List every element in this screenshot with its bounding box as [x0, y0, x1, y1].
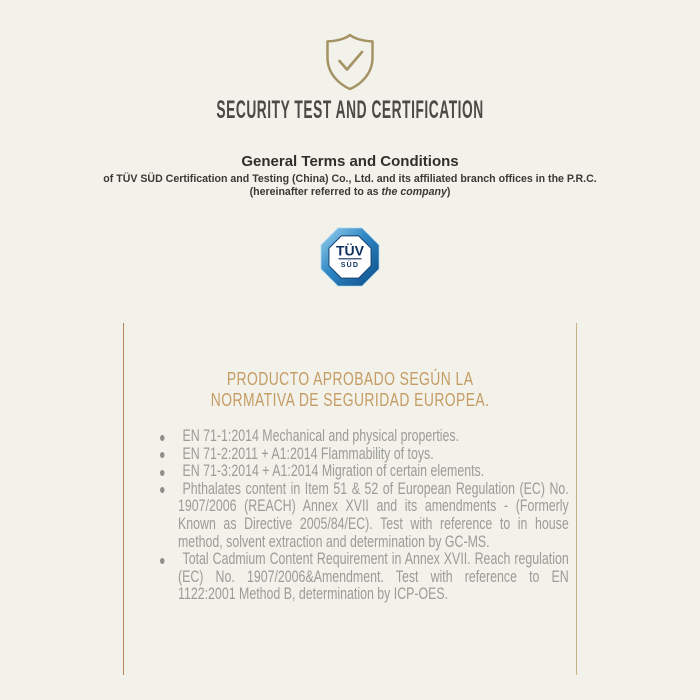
terms-note-suffix: ): [446, 185, 451, 198]
approval-panel: [123, 323, 577, 675]
list-item: Phthalates content in Item 51 & 52 of European Regulation (EC) No. 1907/2006 (REACH) Annex XVII and its amendments - (Formerly Known as Directive 2005/84/EC). Test with reference to in house method, solvent extraction and determination by GC-MS.: [159, 481, 569, 551]
list-item: EN 71-1:2014 Mechanical and physical properties.: [159, 428, 569, 446]
terms-subtitle: of TÜV SÜD Certification and Testing (China) Co., Ltd. and its affiliated branch offices in the P.R.C.: [103, 173, 597, 185]
list-item: EN 71-2:2011 + A1:2014 Flammability of toys.: [159, 446, 569, 464]
list-item: Total Cadmium Content Requirement in Annex XVII. Reach regulation (EC) No. 1907/2006&Amendment. Test with reference to EN 1122:2001 Method B, determination by ICP-OES.: [159, 551, 569, 604]
tuv-sud-logo: [318, 225, 382, 294]
approval-heading-line1: PRODUCTO APROBADO SEGÚN LA: [226, 368, 474, 389]
approval-heading-line2: NORMATIVA DE SEGURIDAD EUROPEA.: [210, 389, 490, 410]
terms-note: [0, 186, 700, 199]
terms-note-italic: the company: [381, 185, 447, 198]
logo-text-sud: SÜD: [340, 262, 360, 269]
page-title: SECURITY TEST AND CERTIFICATION: [216, 96, 484, 124]
shield-check-icon: [319, 31, 381, 96]
standards-list: [124, 428, 576, 604]
terms-heading: General Terms and Conditions: [241, 153, 459, 170]
terms-section: [0, 153, 700, 198]
list-item: EN 71-3:2014 + A1:2014 Migration of certain elements.: [159, 463, 569, 481]
approval-heading: [124, 368, 576, 410]
logo-text-tuv: TÜV: [336, 242, 364, 259]
terms-note-prefix: (hereinafter referred to as: [249, 185, 382, 198]
